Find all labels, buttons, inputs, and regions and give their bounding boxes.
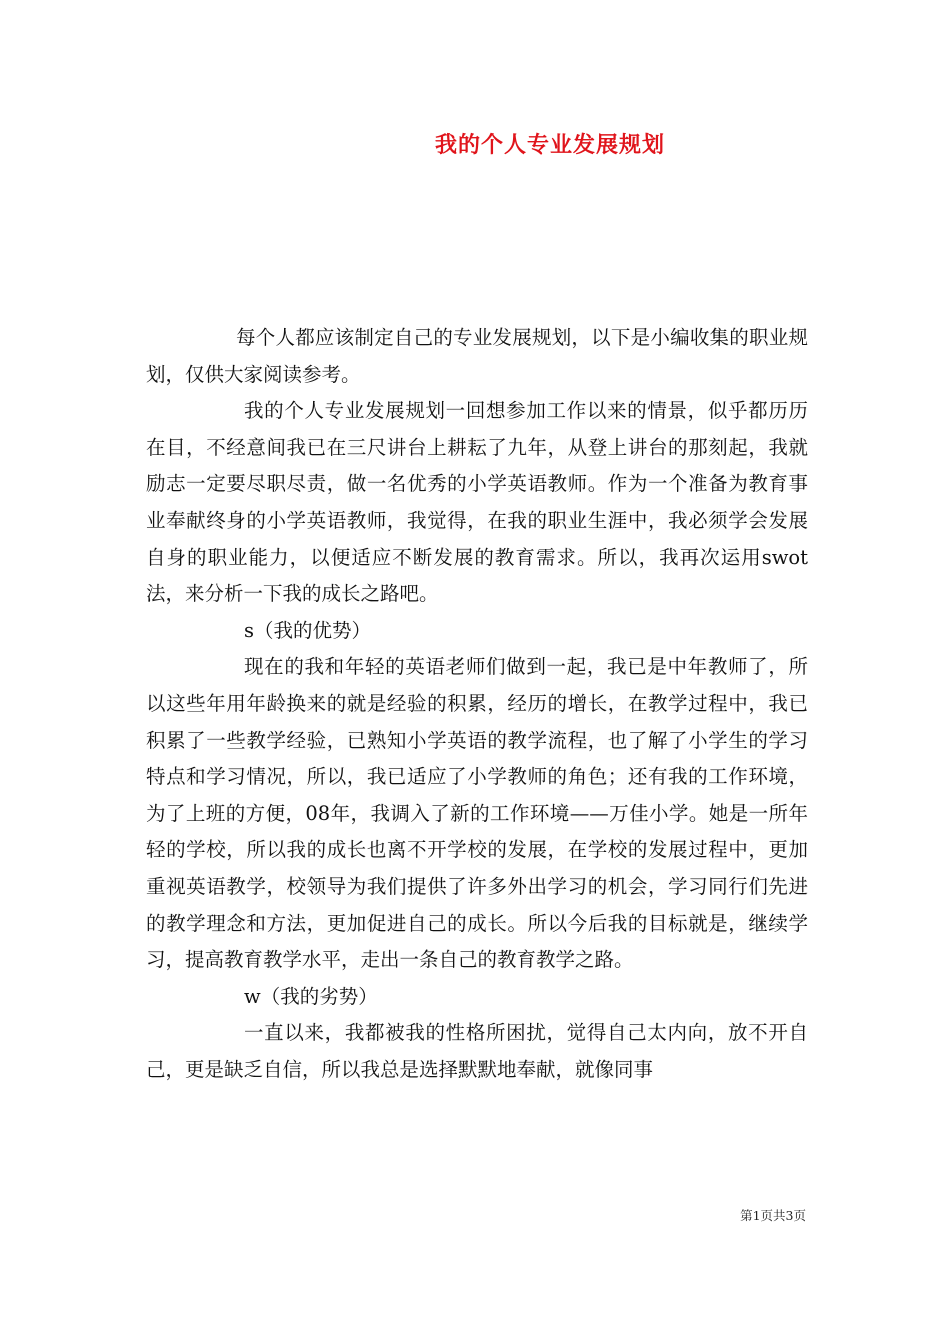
document-body [146, 320, 808, 1088]
strengths-paragraph: 现在的我和年轻的英语老师们做到一起，我已是中年教师了，所以这些年用年龄换来的就是经验的积累，经历的增长，在教学过程中，我已积累了一些教学经验，已熟知小学英语的教学流程，也了解了小学生的学习特点和学习情况，所以，我已适应了小学教师的角色；还有我的工作环境，为了上班的方便，08年，我调入了新的工作环境——万佳小学。她是一所年轻的学校，所以我的成长也离不开学校的发展，在学校的发展过程中，更加重视英语教学，校领导为我们提供了许多外出学习的机会，学习同行们先进的教学理念和方法，更加促进自己的成长。所以今后我的目标就是，继续学习，提高教育教学水平，走出一条自己的教育教学之路。 [146, 655, 808, 972]
plan-paragraph: 我的个人专业发展规划一回想参加工作以来的情景，似乎都历历在目，不经意间我已在三尺讲台上耕耘了九年，从登上讲台的那刻起，我就励志一定要尽职尽责，做一名优秀的小学英语教师。作为一个准备为教育事业奉献终身的小学英语教师，我觉得，在我的职业生涯中，我必须学会发展自身的职业能力，以便适应不断发展的教育需求。所以，我再次运用swot法，来分析一下我的成长之路吧。 [146, 399, 808, 606]
section-heading-weaknesses: w（我的劣势） [244, 984, 378, 1008]
intro-paragraph: 每个人都应该制定自己的专业发展规划，以下是小编收集的职业规划，仅供大家阅读参考。 [146, 326, 808, 386]
page-footer: 第1页共3页 [740, 1208, 806, 1223]
section-heading-strengths: s（我的优势） [244, 618, 372, 642]
page-title: 我的个人专业发展规划 [434, 132, 665, 158]
weaknesses-paragraph: 一直以来，我都被我的性格所困扰，觉得自己太内向，放不开自己，更是缺乏自信，所以我总是选择默默地奉献，就像同事 [146, 1021, 808, 1081]
